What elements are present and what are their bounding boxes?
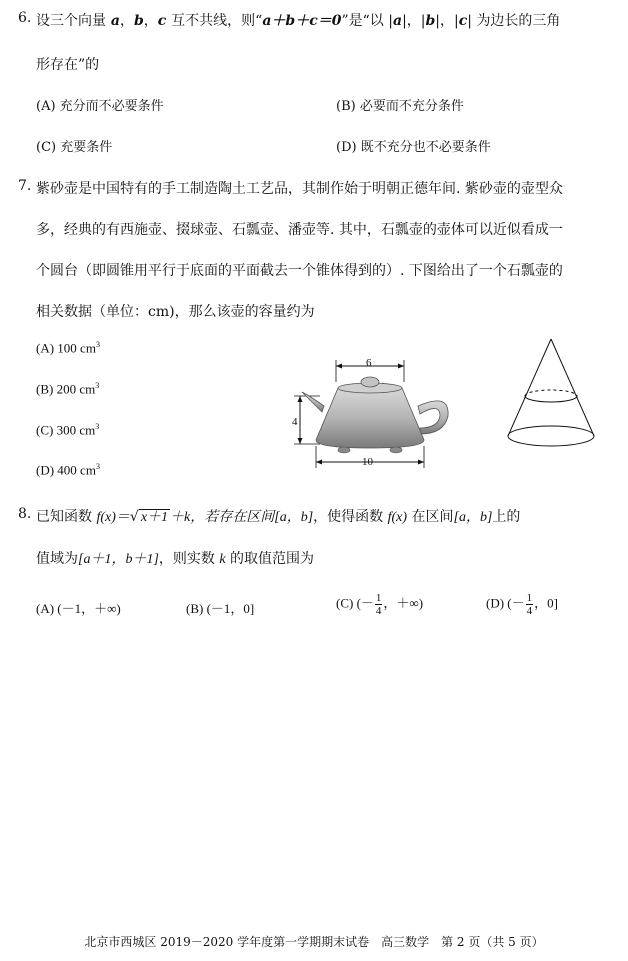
q7-option-a[interactable]: (A) 100 $cm^3$ xyxy=(36,340,100,356)
teapot-dim-height: 4 xyxy=(292,416,298,428)
q6-line1-end: 为边长的三角 xyxy=(476,13,561,29)
page-footer: 北京市西城区 2019－2020 学年度第一学期期末试卷 高三数学 第 2 页（共 5 页） xyxy=(84,935,544,949)
q6-line1-pre: 设三个向量 xyxy=(36,13,106,29)
vector-c: c xyxy=(157,13,172,29)
vector-a: a xyxy=(106,13,120,29)
q6-number: 6. xyxy=(18,10,32,26)
q6-line1-post: 是“以 xyxy=(348,13,384,29)
q6-option-b[interactable]: (B) 必要而不充分条件 xyxy=(336,99,464,114)
quote-open: “ xyxy=(255,13,263,29)
quote-close: ” xyxy=(341,13,349,29)
cone-figure xyxy=(498,336,608,456)
teapot-dim-top: 6 xyxy=(366,357,372,369)
q8-option-d[interactable]: (D) (－ $\frac{1}{4}$ ，0] xyxy=(486,592,558,617)
q6-line1-mid: 互不共线，则 xyxy=(171,13,256,29)
q8-option-b[interactable]: (B) (－1，0] xyxy=(186,601,255,616)
q6-equation: a＋b＋c＝0 xyxy=(262,13,342,29)
q6-option-d[interactable]: (D) 既不充分也不必要条件 xyxy=(336,140,491,155)
q8-option-a[interactable]: (A) (－1，＋∞) xyxy=(36,601,121,616)
vector-b: b xyxy=(133,13,144,29)
q7-option-c[interactable]: (C) 300 $cm^3$ xyxy=(36,422,100,438)
q7-option-b[interactable]: (B) 200 $cm^3$ xyxy=(36,381,100,397)
q8-line1: 已知函数 f(x)＝√ x＋1 ＋k，若存在区间[a，b]，使得函数 f(x) 在区间[a，b]上的 xyxy=(36,509,521,525)
teapot-dim-bottom: 10 xyxy=(362,456,373,468)
q7-option-d[interactable]: (D) 400 $cm^3$ xyxy=(36,462,100,478)
q8-number: 8. xyxy=(18,506,32,522)
q6-line1: 设三个向量 a，b，c 互不共线，则“a＋b＋c＝0”是“以 |a|，|b|，|c| 为边长的三角 xyxy=(36,13,561,29)
q8-line2: 值域为[a＋1，b＋1]，则实数 k 的取值范围为 xyxy=(36,551,315,567)
q7-line-2: 多，经典的有西施壶、掇球壶、石瓢壶、潘壶等. 其中，石瓢壶的壶体可以近似看成一 xyxy=(36,222,563,238)
q7-line-3: 个圆台（即圆锥用平行于底面的平面截去一个锥体得到的）. 下图给出了一个石瓢壶的 xyxy=(36,263,563,279)
q6-option-a[interactable]: (A) 充分而不必要条件 xyxy=(36,99,164,114)
q6-option-c[interactable]: (C) 充要条件 xyxy=(36,140,113,155)
q7-line-4: 相关数据（单位：cm)，那么该壶的容量约为 xyxy=(36,304,315,320)
q7-number: 7. xyxy=(18,178,32,194)
q8-option-c[interactable]: (C) (－ $\frac{1}{4}$ ，＋∞) xyxy=(336,592,424,617)
q6-line2: 形存在”的 xyxy=(36,57,100,73)
q7-line-1: 紫砂壶是中国特有的手工制造陶土工艺品，其制作始于明朝正德年间. 紫砂壶的壶型众 xyxy=(36,181,563,197)
